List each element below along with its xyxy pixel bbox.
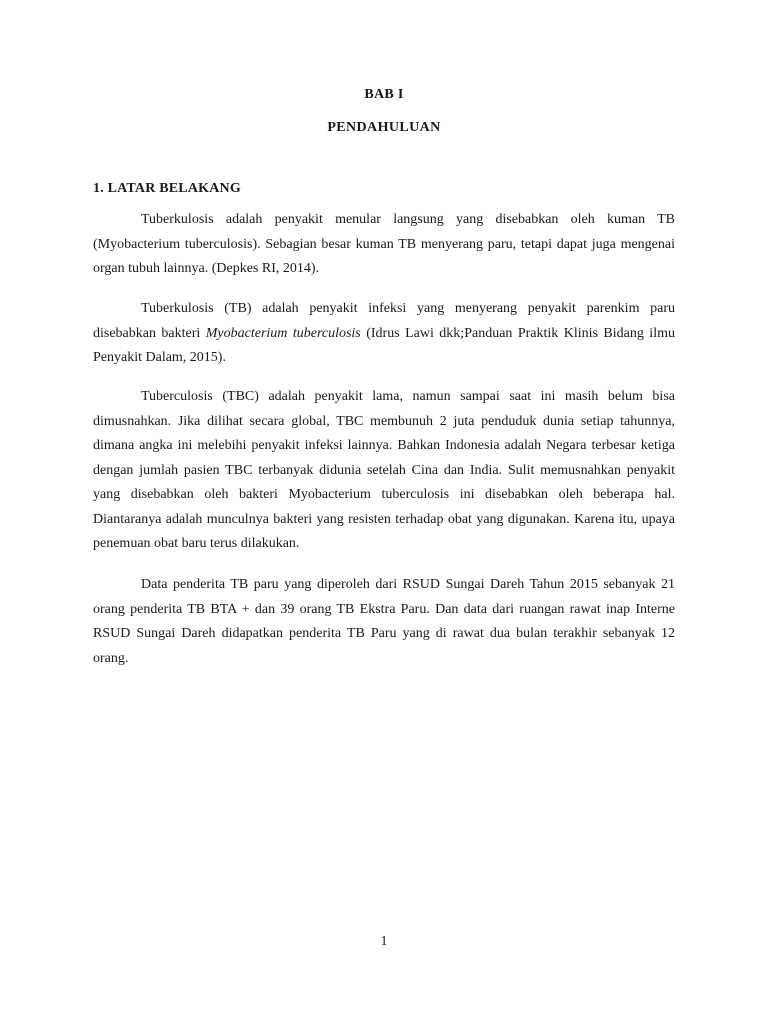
paragraph-2-species-name: Myobacterium tuberculosis [205, 325, 361, 341]
chapter-title: PENDAHULUAN [327, 120, 441, 135]
section-heading: 1. LATAR BELAKANG [93, 181, 241, 196]
paragraph-2-text-start: Tuberkulosis (TB) adalah penyakit infeksi yang menyerang penyakit parenkim paru disebabkan bakteri [93, 301, 675, 341]
paragraph-4: Data penderita TB paru yang diperoleh dari RSUD Sungai Dareh Tahun 2015 sebanyak 21 orang penderita TB BTA + dan 39 orang TB Ekstra Paru. Dan data dari ruangan rawat inap Interne RSUD Sungai Dareh didapatkan penderita TB Paru yang di rawat dua bulan terakhir sebanyak 12 orang. [93, 577, 675, 666]
paragraph-2-text-end: (Idrus Lawi dkk;Panduan Praktik Klinis Bidang ilmu Penyakit Dalam, 2015). [93, 325, 675, 365]
chapter-label: BAB I [364, 87, 404, 102]
paragraph-3: Tuberculosis (TBC) adalah penyakit lama, namun sampai saat ini masih belum bisa dimusnahkan. Jika dilihat secara global, TBC membunuh 2 juta penduduk dunia setiap tahunnya, dimana angka ini melebihi penyakit infeksi lainnya. Bahkan Indonesia adalah Negara terbesar ketiga dengan jumlah pasien TBC terbanyak didunia setelah Cina dan India. Sulit memusnahkan penyakit yang disebabkan oleh bakteri Myobacterium tuberculosis ini disebabkan oleh beberapa hal. Diantaranya adalah munculnya bakteri yang resisten terhadap obat yang digunakan. Karena itu, upaya penemuan obat baru terus dilakukan. [93, 389, 675, 551]
paragraph-1: Tuberkulosis adalah penyakit menular langsung yang disebabkan oleh kuman TB (Myobacterium tuberculosis). Sebagian besar kuman TB menyerang paru, tetapi dapat juga mengenai organ tubuh lainnya. (Depkes RI, 2014). [93, 212, 675, 276]
paragraph-2 [93, 297, 675, 371]
page-number: 1 [380, 934, 388, 949]
